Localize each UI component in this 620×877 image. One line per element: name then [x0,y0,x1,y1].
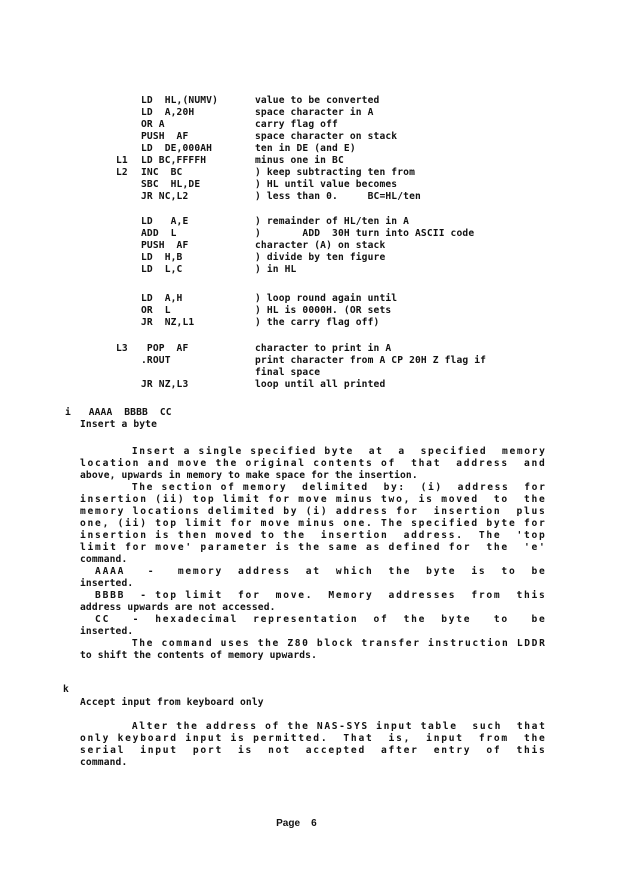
paragraph-line: The command uses the Z80 block transfer instruction LDDR [80,638,547,649]
code-instr: JR NC,L2 [141,191,189,202]
param-line: CC - hexadecimal representation of the byte to be [80,614,547,625]
param-line: inserted. [80,626,134,637]
param-line: inserted. [80,578,134,589]
paragraph-line: only keyboard input is permitted. That is, input from the [80,733,547,744]
paragraph-line: The section of memory delimited by: (i) address for [80,482,547,493]
page-footer [265,807,317,840]
paragraph-line: location and move the original contents of that address and [80,458,547,469]
section-title: Accept input from keyboard only [80,697,264,708]
code-instr: LD H,B [141,252,183,263]
section-title: Insert a byte [80,419,158,430]
code-instr: LD A,20H [141,107,195,118]
code-instr: SBC HL,DE [141,179,201,190]
paragraph-line: Alter the address of the NAS-SYS input table such that [80,721,547,732]
code-instr: POP AF [141,343,189,354]
code-comment: ) remainder of HL/ten in A [255,216,410,227]
command-syntax: i AAAA BBBB CC [65,407,172,418]
code-instr: LD HL,(NUMV) [141,95,219,106]
code-instr: JR NZ,L1 [141,317,195,328]
code-comment: loop until all printed [255,379,386,390]
code-comment: space character on stack [255,131,398,142]
code-instr: LD BC,FFFFH [141,155,207,166]
code-comment: ten in DE (and E) [255,143,356,154]
code-comment: character to print in A [255,343,392,354]
code-instr: PUSH AF [141,131,189,142]
code-comment: ) loop round again until [255,293,398,304]
code-comment: ) the carry flag off) [255,317,380,328]
code-instr: LD A,H [141,293,183,304]
code-comment: ) less than 0. BC=HL/ten [255,191,421,202]
code-instr: LD L,C [141,264,183,275]
code-comment: ) divide by ten figure [255,252,386,263]
code-instr: INC BC [141,167,183,178]
paragraph-line: Insert a single specified byte at a specified memory [80,446,547,457]
paragraph-line: insertion (ii) top limit for move minus two, is moved to the [80,494,547,505]
paragraph-line: memory locations delimited by (i) address for insertion plus [80,506,547,517]
page-number: 6 [311,818,317,829]
param-line: BBBB - top limit for move. Memory addresses from this [80,590,547,601]
code-comment: ) HL is 0000H. (OR sets [255,305,392,316]
code-comment: character (A) on stack [255,240,386,251]
paragraph-line: insertion is then moved to the insertion address. The 'top [80,530,547,541]
code-instr: ADD L [141,228,177,239]
code-comment: carry flag off [255,119,338,130]
code-comment: print character from A CP 20H Z flag if [255,355,487,366]
code-comment: ) in HL [255,264,297,275]
code-instr: LD DE,000AH [141,143,213,154]
code-label: L1 [116,155,128,166]
param-line: AAAA - memory address at which the byte is to be [80,566,547,577]
code-comment: ) keep subtracting ten from [255,167,415,178]
code-comment: ) ADD 30H turn into ASCII code [255,228,475,239]
code-instr: LD A,E [141,216,189,227]
code-label: L3 [116,343,128,354]
paragraph-line: above, upwards in memory to make space for the insertion. [80,470,418,481]
paragraph-line: limit for move' parameter is the same as defined for the 'e' [80,542,547,553]
paragraph-line: serial input port is not accepted after entry of this [80,745,547,756]
code-comment: final space [255,367,321,378]
page-label: Page [276,818,301,829]
code-comment: minus one in BC [255,155,344,166]
code-comment: ) HL until value becomes [255,179,398,190]
paragraph-line: command. [80,554,128,565]
paragraph-line: to shift the contents of memory upwards. [80,650,318,661]
command-syntax: k [63,684,69,695]
code-instr: OR L [141,305,171,316]
code-instr: .ROUT [141,355,171,366]
code-comment: value to be converted [255,95,380,106]
param-line: address upwards are not accessed. [80,602,276,613]
code-instr: OR A [141,119,165,130]
paragraph-line: one, (ii) top limit for move minus one. The specified byte for [80,518,547,529]
code-instr: JR NZ,L3 [141,379,189,390]
code-comment: space character in A [255,107,374,118]
paragraph-line: command. [80,757,128,768]
code-instr: PUSH AF [141,240,189,251]
code-label: L2 [116,167,128,178]
